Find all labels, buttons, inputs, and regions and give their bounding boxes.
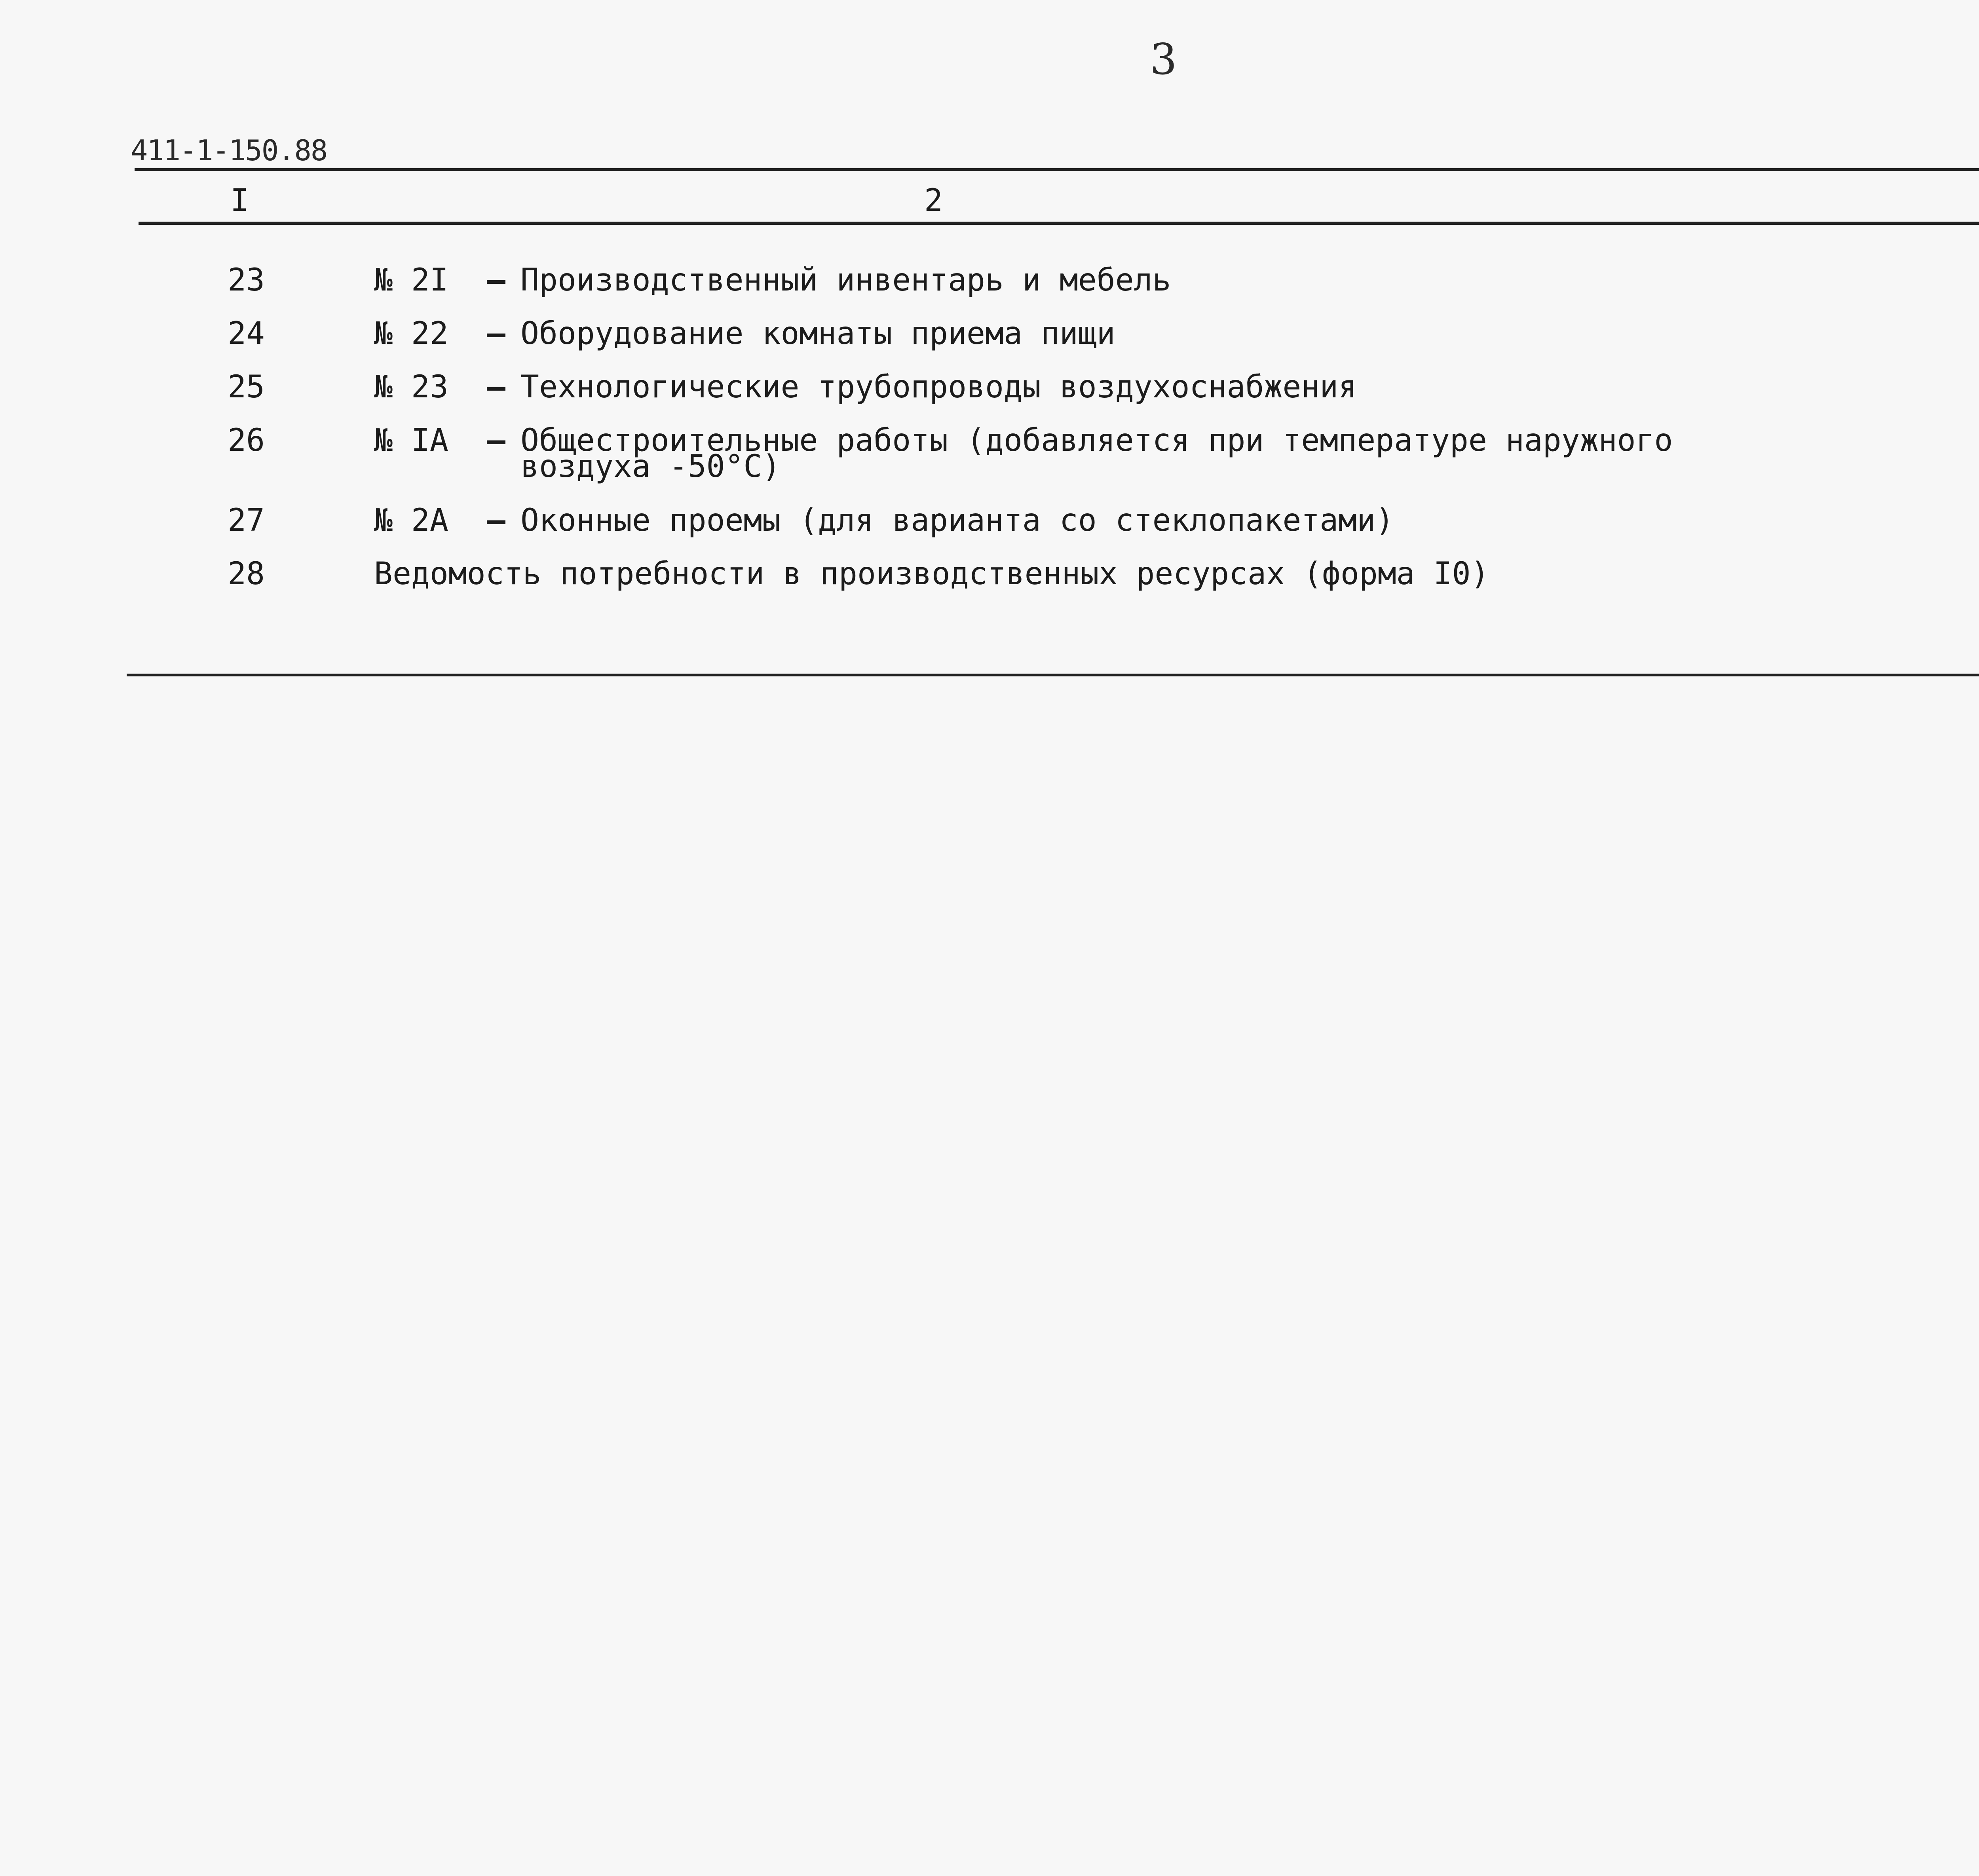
row-dash: – — [487, 316, 505, 351]
row-title: Технологические трубопроводы воздухоснабжения — [520, 369, 1357, 405]
header-rule — [139, 222, 1979, 225]
row-dash: – — [487, 262, 505, 298]
row-dash: – — [487, 503, 505, 538]
row-title: Производственный инвентарь и мебель — [520, 262, 1171, 298]
row-title: Общестроительные работы (добавляется при температуре наружного — [520, 423, 1673, 458]
row-title: Ведомость потребности в производственных ресурсах (форма I0) — [374, 556, 1489, 592]
row-number: 24 — [228, 316, 265, 351]
row-number: 25 — [228, 369, 265, 405]
bottom-rule — [127, 674, 1979, 676]
column-header-1: I — [230, 183, 249, 218]
top-rule — [135, 168, 1979, 171]
row-code: № 23 — [374, 369, 448, 405]
row-code: № 22 — [374, 316, 448, 351]
row-dash: – — [487, 423, 505, 458]
row-code: № 2A — [374, 503, 448, 538]
row-code: № 2I — [374, 262, 448, 298]
document-code: 411-1-150.88 — [131, 134, 327, 167]
column-header-2: 2 — [924, 183, 943, 218]
row-number: 23 — [228, 262, 265, 298]
row-number: 27 — [228, 503, 265, 538]
page-number: 3 — [1150, 35, 1177, 84]
row-title: Оборудование комнаты приема пищи — [520, 316, 1115, 351]
row-code: № IA — [374, 423, 448, 458]
row-title: Оконные проемы (для варианта со стеклопакетами) — [520, 503, 1394, 538]
row-number: 26 — [228, 423, 265, 458]
row-dash: – — [487, 369, 505, 405]
row-number: 28 — [228, 556, 265, 592]
row-title-continuation: воздуха -50°С) — [520, 449, 781, 484]
